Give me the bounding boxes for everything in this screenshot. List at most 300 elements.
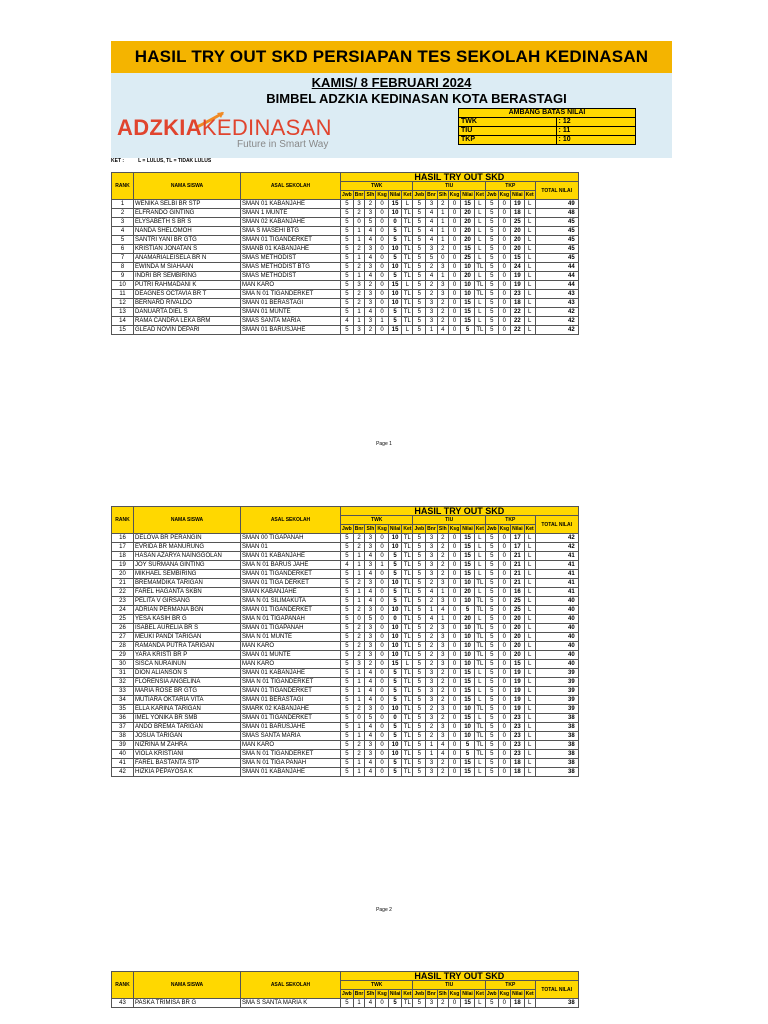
total-cell: 42 bbox=[535, 308, 578, 317]
score-cell: 5 bbox=[485, 759, 498, 768]
score-cell: TL bbox=[402, 999, 413, 1008]
score-cell: 20 bbox=[511, 615, 525, 624]
score-cell: 21 bbox=[511, 552, 525, 561]
score-cell: 0 bbox=[448, 705, 460, 714]
score-cell: L bbox=[524, 642, 535, 651]
score-cell: L bbox=[474, 759, 485, 768]
score-cell: 5 bbox=[485, 245, 498, 254]
score-cell: L bbox=[524, 570, 535, 579]
school-cell: SMAN 01 KABANJAHE bbox=[241, 768, 341, 777]
total-cell: 42 bbox=[535, 534, 578, 543]
score-cell: TL bbox=[402, 552, 413, 561]
score-cell: 10 bbox=[388, 534, 402, 543]
rank-cell: 6 bbox=[112, 245, 134, 254]
name-cell: EVRIDA BR MANURUNG bbox=[134, 543, 241, 552]
score-cell: 3 bbox=[365, 579, 376, 588]
score-cell: 0 bbox=[498, 579, 510, 588]
score-cell: 3 bbox=[365, 741, 376, 750]
score-cell: L bbox=[474, 768, 485, 777]
score-cell: 10 bbox=[461, 290, 475, 299]
name-cell: RAMA CANDRA LEKA BRM bbox=[134, 317, 241, 326]
score-cell: L bbox=[402, 200, 413, 209]
score-cell: L bbox=[524, 200, 535, 209]
score-cell: 5 bbox=[413, 254, 426, 263]
score-cell: 5 bbox=[341, 245, 354, 254]
table-row bbox=[112, 290, 579, 299]
score-cell: L bbox=[474, 308, 485, 317]
score-cell: 0 bbox=[448, 750, 460, 759]
page-number: Page 2 bbox=[376, 907, 392, 913]
tiu-header: TIU bbox=[413, 182, 485, 191]
total-cell: 42 bbox=[535, 317, 578, 326]
score-cell: 0 bbox=[448, 534, 460, 543]
score-cell: 4 bbox=[365, 696, 376, 705]
table-row bbox=[112, 570, 579, 579]
table-row bbox=[112, 669, 579, 678]
score-cell: 22 bbox=[511, 317, 525, 326]
twk-subheader: Slh bbox=[366, 991, 375, 997]
score-cell: L bbox=[524, 687, 535, 696]
score-cell: 24 bbox=[511, 263, 525, 272]
score-cell: 0 bbox=[498, 570, 510, 579]
score-cell: 5 bbox=[485, 750, 498, 759]
score-cell: 5 bbox=[413, 534, 426, 543]
name-cell: PASKA TRIMISA BR G bbox=[134, 999, 241, 1008]
score-cell: 3 bbox=[365, 633, 376, 642]
rank-cell: 23 bbox=[112, 597, 134, 606]
score-cell: TL bbox=[402, 272, 413, 281]
tiu-subheader: Bnr bbox=[427, 192, 436, 198]
school-cell: SMAN 02 KABANJAHE bbox=[241, 218, 341, 227]
score-cell: 5 bbox=[341, 326, 354, 335]
score-cell: 5 bbox=[341, 651, 354, 660]
score-cell: 2 bbox=[426, 642, 438, 651]
score-cell: 2 bbox=[365, 326, 376, 335]
total-cell: 39 bbox=[535, 669, 578, 678]
score-cell: 0 bbox=[498, 999, 510, 1008]
score-cell: 5 bbox=[341, 660, 354, 669]
tkp-subheader: Jwb bbox=[486, 991, 497, 997]
score-cell: 0 bbox=[353, 218, 365, 227]
score-cell: 5 bbox=[341, 705, 354, 714]
score-cell: 1 bbox=[353, 236, 365, 245]
score-cell: TL bbox=[402, 534, 413, 543]
score-cell: 3 bbox=[365, 651, 376, 660]
score-cell: 0 bbox=[376, 696, 388, 705]
score-cell: 0 bbox=[448, 741, 460, 750]
score-cell: 5 bbox=[485, 651, 498, 660]
score-cell: 0 bbox=[448, 317, 460, 326]
score-cell: 20 bbox=[461, 209, 475, 218]
score-cell: 0 bbox=[498, 642, 510, 651]
score-cell: 5 bbox=[413, 768, 426, 777]
score-cell: 19 bbox=[511, 272, 525, 281]
rank-cell: 30 bbox=[112, 660, 134, 669]
school-cell: SMAN 00 TIGAPANAH bbox=[241, 534, 341, 543]
score-cell: 5 bbox=[413, 750, 426, 759]
tiu-subheader: Slh bbox=[438, 526, 447, 532]
score-cell: 0 bbox=[498, 669, 510, 678]
twk-header: TWK bbox=[341, 981, 413, 990]
score-cell: 5 bbox=[341, 633, 354, 642]
score-cell: 5 bbox=[413, 678, 426, 687]
score-cell: 0 bbox=[448, 281, 460, 290]
score-cell: 5 bbox=[413, 588, 426, 597]
score-cell: L bbox=[524, 705, 535, 714]
school-header: ASAL SEKOLAH bbox=[241, 972, 341, 999]
score-cell: 5 bbox=[485, 534, 498, 543]
score-cell: 0 bbox=[448, 678, 460, 687]
tkp-subheader: Ket bbox=[525, 991, 534, 997]
score-cell: 1 bbox=[426, 326, 438, 335]
table-row bbox=[112, 741, 579, 750]
school-cell: SMAS METHODIST BTG bbox=[241, 263, 341, 272]
name-cell: ELLA KARINA TARIGAN bbox=[134, 705, 241, 714]
score-cell: 3 bbox=[426, 317, 438, 326]
score-cell: TL bbox=[474, 263, 485, 272]
score-cell: L bbox=[524, 245, 535, 254]
total-cell: 45 bbox=[535, 254, 578, 263]
score-cell: 15 bbox=[461, 768, 475, 777]
score-cell: 0 bbox=[448, 999, 460, 1008]
twk-subheader: Bnr bbox=[354, 526, 364, 532]
table-row bbox=[112, 732, 579, 741]
score-cell: 5 bbox=[388, 597, 402, 606]
school-cell: SMANB 01 KABANJAHE bbox=[241, 245, 341, 254]
score-cell: 5 bbox=[413, 705, 426, 714]
table-row bbox=[112, 642, 579, 651]
score-cell: 4 bbox=[365, 669, 376, 678]
total-cell: 45 bbox=[535, 227, 578, 236]
score-cell: TL bbox=[402, 606, 413, 615]
score-cell: 5 bbox=[413, 633, 426, 642]
score-cell: TL bbox=[474, 326, 485, 335]
score-cell: TL bbox=[402, 227, 413, 236]
score-cell: 5 bbox=[413, 759, 426, 768]
score-cell: 5 bbox=[341, 999, 354, 1008]
score-cell: 5 bbox=[413, 218, 426, 227]
score-cell: TL bbox=[474, 281, 485, 290]
score-cell: 3 bbox=[437, 579, 448, 588]
rank-cell: 12 bbox=[112, 299, 134, 308]
score-cell: 15 bbox=[461, 308, 475, 317]
score-cell: 5 bbox=[365, 615, 376, 624]
table-row bbox=[112, 999, 579, 1008]
score-cell: 2 bbox=[437, 768, 448, 777]
tiu-subheader: Nilai bbox=[462, 991, 473, 997]
score-cell: 3 bbox=[426, 768, 438, 777]
total-cell: 39 bbox=[535, 687, 578, 696]
score-cell: TL bbox=[402, 759, 413, 768]
score-cell: 0 bbox=[448, 218, 460, 227]
school-cell: SMAN 01 TIGAPANAH bbox=[241, 624, 341, 633]
rank-cell: 11 bbox=[112, 290, 134, 299]
score-cell: 5 bbox=[388, 768, 402, 777]
score-cell: 5 bbox=[485, 200, 498, 209]
score-cell: 0 bbox=[376, 732, 388, 741]
score-cell: L bbox=[474, 570, 485, 579]
score-cell: 5 bbox=[413, 245, 426, 254]
rank-cell: 31 bbox=[112, 669, 134, 678]
table-row bbox=[112, 534, 579, 543]
score-cell: 0 bbox=[498, 561, 510, 570]
score-cell: 5 bbox=[485, 696, 498, 705]
name-cell: JOSUA TARIGAN bbox=[134, 732, 241, 741]
score-cell: 5 bbox=[461, 741, 475, 750]
score-cell: 0 bbox=[376, 633, 388, 642]
score-cell: L bbox=[474, 534, 485, 543]
score-cell: 3 bbox=[365, 705, 376, 714]
twk-subheader: Ket bbox=[403, 991, 412, 997]
table-row bbox=[112, 687, 579, 696]
score-cell: 4 bbox=[365, 768, 376, 777]
table-row bbox=[112, 678, 579, 687]
score-cell: 0 bbox=[498, 281, 510, 290]
school-cell: SMAN 01 TIGANDERKET bbox=[241, 606, 341, 615]
score-cell: L bbox=[524, 669, 535, 678]
score-cell: 2 bbox=[426, 651, 438, 660]
score-cell: TL bbox=[474, 624, 485, 633]
table-row bbox=[112, 326, 579, 335]
score-cell: 5 bbox=[461, 606, 475, 615]
score-cell: 5 bbox=[485, 281, 498, 290]
score-cell: 10 bbox=[461, 660, 475, 669]
tiu-subheader: Ket bbox=[475, 991, 484, 997]
table-row bbox=[112, 588, 579, 597]
score-cell: 3 bbox=[426, 714, 438, 723]
score-cell: 3 bbox=[426, 759, 438, 768]
threshold-table bbox=[458, 108, 636, 145]
score-cell: 1 bbox=[353, 597, 365, 606]
score-cell: 25 bbox=[511, 218, 525, 227]
score-cell: 0 bbox=[498, 678, 510, 687]
score-cell: 0 bbox=[376, 588, 388, 597]
score-cell: TL bbox=[402, 624, 413, 633]
score-cell: 19 bbox=[511, 281, 525, 290]
score-cell: 0 bbox=[498, 597, 510, 606]
score-cell: TL bbox=[402, 597, 413, 606]
score-cell: 15 bbox=[461, 200, 475, 209]
score-cell: 5 bbox=[341, 543, 354, 552]
score-cell: 1 bbox=[437, 218, 448, 227]
score-cell: 15 bbox=[461, 687, 475, 696]
score-cell: TL bbox=[402, 236, 413, 245]
score-cell: 5 bbox=[413, 209, 426, 218]
organization-name: BIMBEL ADZKIA KEDINASAN KOTA BERASTAGI bbox=[266, 91, 567, 106]
score-cell: 15 bbox=[511, 254, 525, 263]
score-cell: 1 bbox=[437, 227, 448, 236]
score-cell: L bbox=[474, 317, 485, 326]
score-cell: L bbox=[524, 281, 535, 290]
school-cell: SMA S MASEHI BTG bbox=[241, 227, 341, 236]
score-cell: 5 bbox=[413, 687, 426, 696]
results-table bbox=[111, 971, 579, 1008]
score-cell: 10 bbox=[461, 624, 475, 633]
table-row bbox=[112, 236, 579, 245]
score-cell: TL bbox=[402, 561, 413, 570]
school-cell: SMAN KABANJAHE bbox=[241, 588, 341, 597]
score-cell: 23 bbox=[511, 714, 525, 723]
score-cell: 15 bbox=[388, 660, 402, 669]
score-cell: 5 bbox=[388, 669, 402, 678]
table-row bbox=[112, 723, 579, 732]
score-cell: L bbox=[524, 660, 535, 669]
score-cell: 0 bbox=[498, 651, 510, 660]
score-cell: L bbox=[402, 660, 413, 669]
score-cell: 2 bbox=[353, 209, 365, 218]
name-cell: DANUARTA DIEL S bbox=[134, 308, 241, 317]
score-cell: 10 bbox=[388, 606, 402, 615]
score-cell: 19 bbox=[511, 705, 525, 714]
score-cell: 23 bbox=[511, 741, 525, 750]
score-cell: 3 bbox=[437, 597, 448, 606]
tiu-subheader: Nilai bbox=[462, 526, 473, 532]
score-cell: 5 bbox=[485, 317, 498, 326]
score-cell: 4 bbox=[365, 588, 376, 597]
score-cell: 0 bbox=[448, 588, 460, 597]
score-cell: 1 bbox=[437, 272, 448, 281]
score-cell: 0 bbox=[376, 642, 388, 651]
total-cell: 40 bbox=[535, 597, 578, 606]
score-cell: 0 bbox=[448, 245, 460, 254]
legend-note: KET : L = LULUS, TL = TIDAK LULUS bbox=[111, 158, 212, 164]
score-cell: 4 bbox=[437, 606, 448, 615]
score-cell: 15 bbox=[461, 543, 475, 552]
score-cell: 15 bbox=[461, 678, 475, 687]
score-cell: 5 bbox=[485, 209, 498, 218]
score-cell: 5 bbox=[341, 606, 354, 615]
rank-cell: 42 bbox=[112, 768, 134, 777]
score-cell: 5 bbox=[485, 227, 498, 236]
school-cell: SMAN 01 KABANJAHE bbox=[241, 200, 341, 209]
school-cell: SMAS METHODIST bbox=[241, 272, 341, 281]
rank-cell: 9 bbox=[112, 272, 134, 281]
score-cell: 4 bbox=[426, 227, 438, 236]
score-cell: 5 bbox=[413, 999, 426, 1008]
name-cell: IMEL YONIKA BR SMB bbox=[134, 714, 241, 723]
score-cell: TL bbox=[474, 750, 485, 759]
threshold-value: : 12 bbox=[556, 118, 635, 127]
twk-subheader: Bnr bbox=[354, 192, 364, 198]
score-cell: 3 bbox=[353, 281, 365, 290]
score-cell: 3 bbox=[437, 732, 448, 741]
score-cell: 0 bbox=[498, 660, 510, 669]
total-cell: 40 bbox=[535, 651, 578, 660]
tiu-subheader: Nilai bbox=[462, 192, 473, 198]
score-cell: 15 bbox=[461, 299, 475, 308]
score-cell: 5 bbox=[341, 227, 354, 236]
score-cell: 5 bbox=[365, 714, 376, 723]
score-cell: TL bbox=[474, 633, 485, 642]
score-cell: TL bbox=[402, 317, 413, 326]
logo-wordmark: ADZKIAKEDINASAN bbox=[117, 115, 332, 140]
threshold-label: TKP bbox=[459, 136, 557, 145]
name-cell: EWINDA M SIAHAAN bbox=[134, 263, 241, 272]
total-cell: 43 bbox=[535, 290, 578, 299]
score-cell: 0 bbox=[376, 534, 388, 543]
tkp-header: TKP bbox=[485, 981, 535, 990]
threshold-label: TWK bbox=[459, 118, 557, 127]
score-cell: 10 bbox=[388, 705, 402, 714]
school-cell: MAN KARO bbox=[241, 741, 341, 750]
score-cell: 3 bbox=[365, 299, 376, 308]
score-cell: 0 bbox=[448, 579, 460, 588]
score-cell: 5 bbox=[485, 308, 498, 317]
score-cell: 4 bbox=[437, 750, 448, 759]
skd-header: HASIL TRY OUT SKD bbox=[341, 173, 579, 182]
score-cell: TL bbox=[402, 308, 413, 317]
school-cell: SMA N 01 SILIMAKUTA bbox=[241, 597, 341, 606]
score-cell: 5 bbox=[388, 687, 402, 696]
score-cell: 15 bbox=[461, 245, 475, 254]
twk-subheader: Ksg bbox=[377, 991, 387, 997]
score-cell: 5 bbox=[388, 272, 402, 281]
table-row bbox=[112, 272, 579, 281]
rank-cell: 24 bbox=[112, 606, 134, 615]
tiu-subheader: Bnr bbox=[427, 991, 436, 997]
rank-cell: 14 bbox=[112, 317, 134, 326]
score-cell: 4 bbox=[365, 723, 376, 732]
threshold-value: : 10 bbox=[556, 136, 635, 145]
score-cell: L bbox=[524, 263, 535, 272]
score-cell: 0 bbox=[376, 308, 388, 317]
score-cell: 20 bbox=[511, 236, 525, 245]
score-cell: 10 bbox=[388, 290, 402, 299]
score-cell: 0 bbox=[448, 308, 460, 317]
score-cell: 4 bbox=[426, 272, 438, 281]
score-cell: 0 bbox=[448, 209, 460, 218]
school-cell: SMAS SANTA MARIA bbox=[241, 317, 341, 326]
score-cell: L bbox=[524, 227, 535, 236]
score-cell: 10 bbox=[388, 543, 402, 552]
score-cell: 0 bbox=[498, 606, 510, 615]
score-cell: 0 bbox=[498, 768, 510, 777]
tkp-subheader: Ket bbox=[525, 192, 534, 198]
score-cell: 5 bbox=[341, 615, 354, 624]
table-row bbox=[112, 714, 579, 723]
score-cell: 0 bbox=[498, 714, 510, 723]
score-cell: 10 bbox=[461, 705, 475, 714]
tiu-subheader: Slh bbox=[438, 192, 447, 198]
score-cell: 0 bbox=[448, 714, 460, 723]
table-row bbox=[112, 606, 579, 615]
name-cell: MARIA ROSE BR GTG bbox=[134, 687, 241, 696]
score-cell: 4 bbox=[365, 687, 376, 696]
score-cell: 1 bbox=[437, 209, 448, 218]
score-cell: 5 bbox=[461, 326, 475, 335]
score-cell: 0 bbox=[376, 290, 388, 299]
score-cell: 15 bbox=[461, 561, 475, 570]
twk-subheader: Ksg bbox=[377, 526, 387, 532]
score-cell: L bbox=[474, 245, 485, 254]
score-cell: 5 bbox=[388, 570, 402, 579]
score-cell: 0 bbox=[498, 687, 510, 696]
score-cell: 3 bbox=[426, 299, 438, 308]
report-date: KAMIS/ 8 FEBRUARI 2024 bbox=[311, 75, 472, 90]
score-cell: 20 bbox=[511, 642, 525, 651]
score-cell: 0 bbox=[376, 281, 388, 290]
score-cell: 2 bbox=[353, 750, 365, 759]
score-cell: 5 bbox=[413, 236, 426, 245]
score-cell: L bbox=[524, 588, 535, 597]
tkp-subheader: Nilai bbox=[512, 526, 523, 532]
score-cell: 19 bbox=[511, 200, 525, 209]
rank-header: RANK bbox=[112, 972, 134, 999]
score-cell: 3 bbox=[365, 209, 376, 218]
score-cell: 5 bbox=[485, 615, 498, 624]
score-cell: 0 bbox=[353, 615, 365, 624]
total-cell: 45 bbox=[535, 236, 578, 245]
